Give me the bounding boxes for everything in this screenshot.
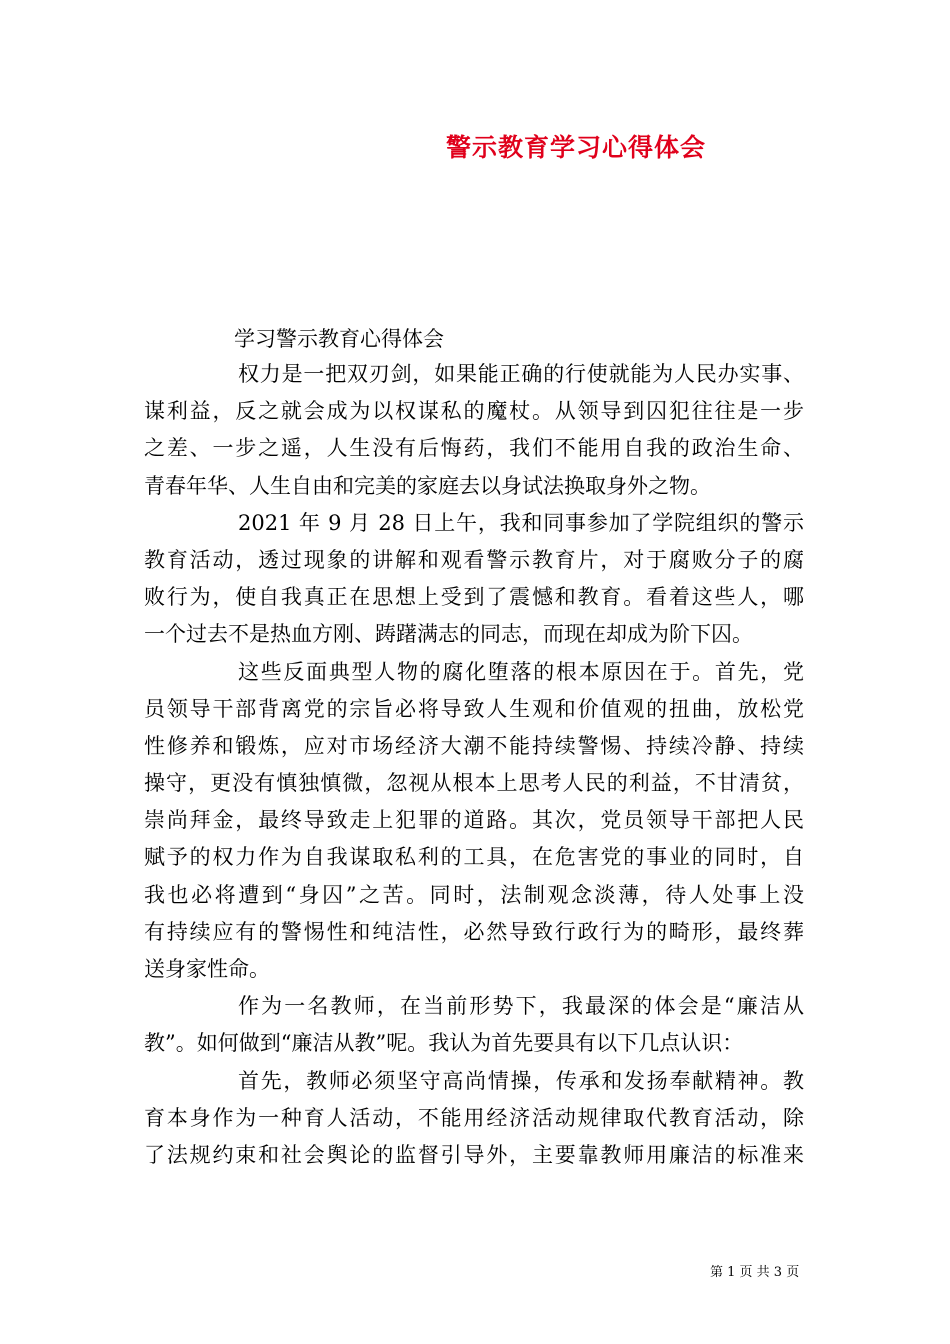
text-line: 员领导干部背离党的宗旨必将导致人生观和价值观的扭曲，放松党 [144, 696, 804, 721]
text-line: 教育活动，透过现象的讲解和观看警示教育片，对于腐败分子的腐 [144, 547, 804, 572]
text-line: 作为一名教师，在当前形势下，我最深的体会是“廉洁从 [238, 994, 804, 1019]
text-line: 了法规约束和社会舆论的监督引导外，主要靠教师用廉洁的标准来 [144, 1142, 804, 1167]
text-line: 青春年华、人生自由和完美的家庭去以身试法换取身外之物。 [144, 473, 711, 498]
text-line: 有持续应有的警惕性和纯洁性，必然导致行政行为的畸形，最终葬 [144, 919, 804, 944]
body-text [144, 356, 804, 1174]
text-line: 教”。如何做到“廉洁从教”呢。我认为首先要具有以下几点认识： [144, 1031, 744, 1056]
text-line: 我也必将遭到“身囚”之苦。同时，法制观念淡薄，待人处事上没 [144, 882, 804, 907]
text-line: 权力是一把双刃剑，如果能正确的行使就能为人民办实事、 [238, 362, 804, 386]
text-line: 一个过去不是热血方刚、踌躇满志的同志，而现在却成为阶下囚。 [144, 622, 753, 647]
text-line: 性修养和锻炼，应对市场经济大潮不能持续警惕、持续冷静、持续 [144, 733, 804, 758]
text-line: 赋予的权力作为自我谋取私利的工具，在危害党的事业的同时，自 [144, 845, 804, 870]
text-line: 这些反面典型人物的腐化堕落的根本原因在于。首先，党 [238, 659, 804, 684]
text-line: 操守，更没有慎独慎微，忽视从根本上思考人民的利益，不甘清贫， [144, 771, 804, 796]
text-line: 崇尚拜金，最终导致走上犯罪的道路。其次，党员领导干部把人民 [144, 808, 804, 833]
page-title: 警示教育学习心得体会 [445, 133, 706, 162]
text-line: 败行为，使自我真正在思想上受到了震憾和教育。看着这些人，哪 [144, 585, 804, 610]
subtitle: 学习警示教育心得体会 [234, 327, 444, 351]
text-line: 送身家性命。 [144, 957, 270, 981]
text-line: 2021 年 9 月 28 日上午，我和同事参加了学院组织的警示 [238, 510, 804, 535]
text-line: 之差、一步之遥，人生没有后悔药，我们不能用自我的政治生命、 [144, 436, 804, 461]
text-line: 育本身作为一种育人活动，不能用经济活动规律取代教育活动，除 [144, 1105, 804, 1130]
text-line: 谋利益，反之就会成为以权谋私的魔杖。从领导到囚犯往往是一步 [144, 399, 804, 424]
text-line: 首先，教师必须坚守高尚情操，传承和发扬奉献精神。教 [238, 1068, 804, 1093]
page-footer: 第 1 页 共 3 页 [710, 1265, 800, 1280]
